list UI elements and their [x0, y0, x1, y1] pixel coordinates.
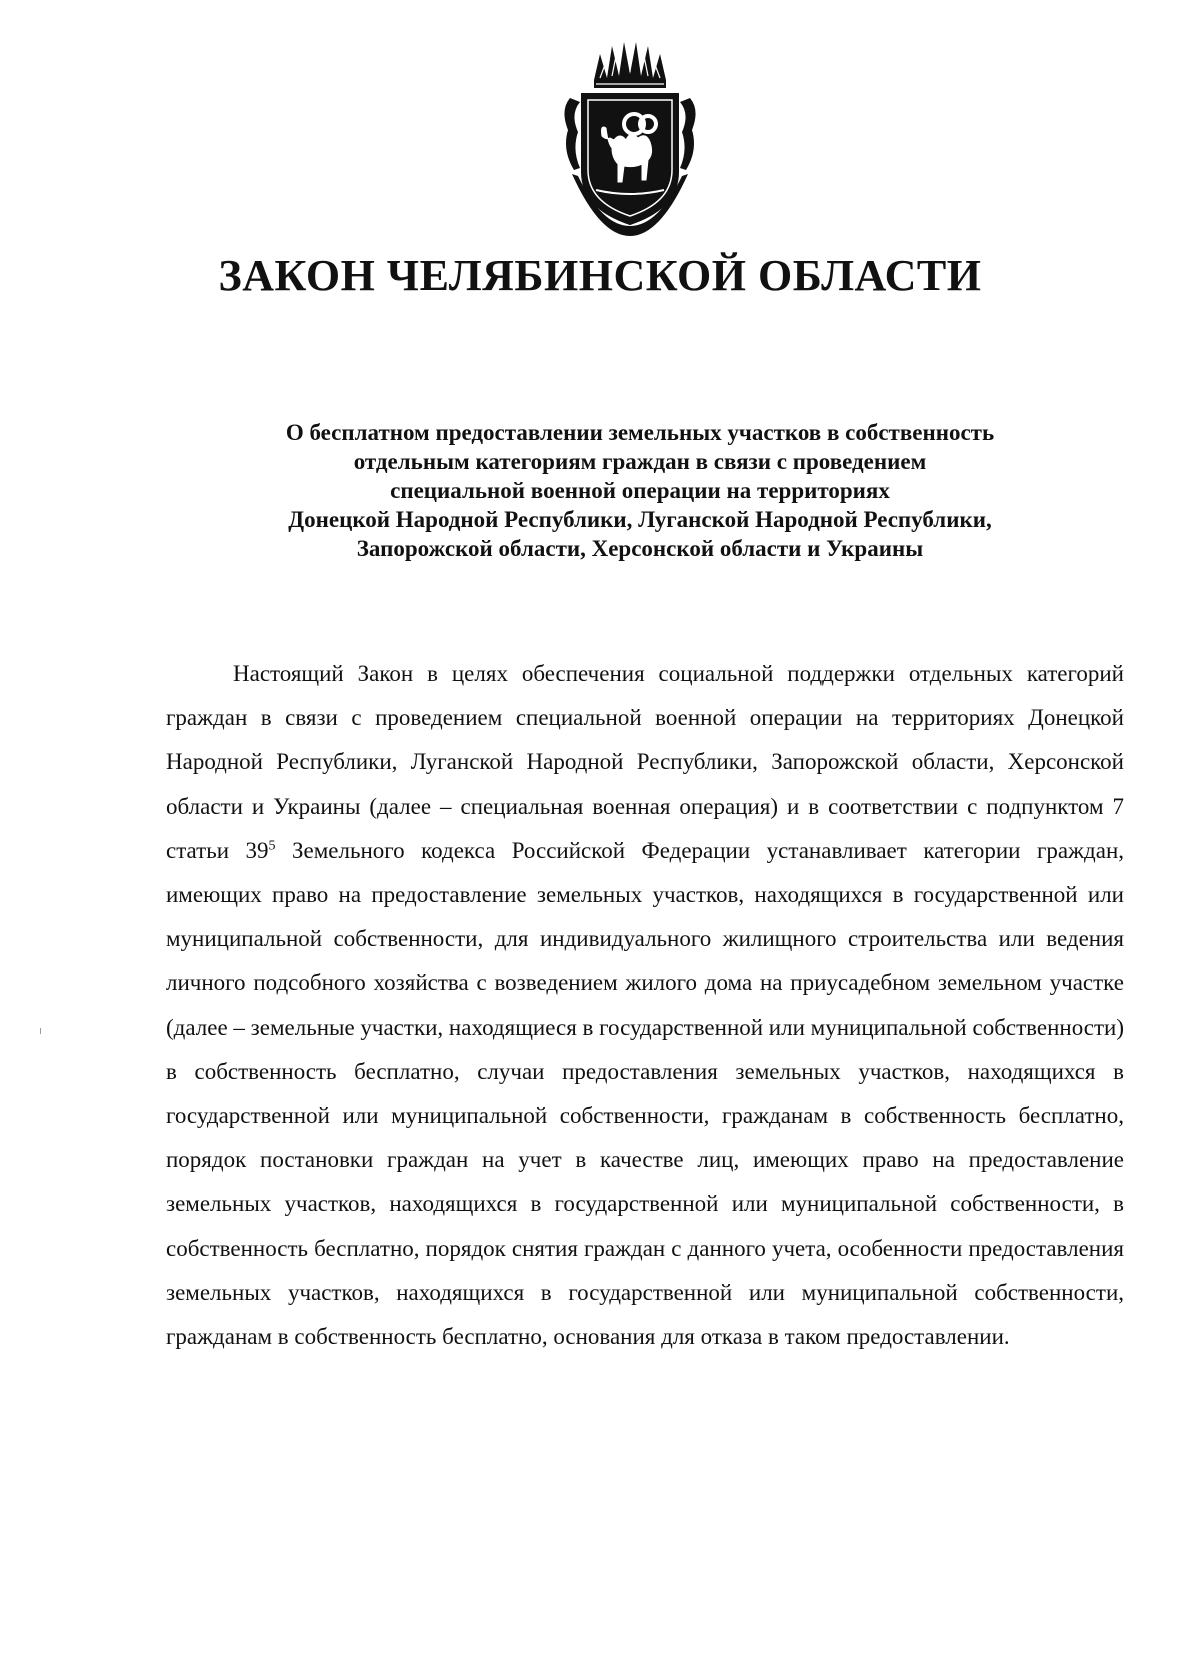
preamble-text: Настоящий Закон в целях обеспечения социальной поддержки отдельных категорий граждан в связи с проведением специальной военной операции на территориях Донецкой Народной Республики, Луганской Народной Республики, Запорожской области, Херсонской области и Украины (далее – специальная военная операция) и в соответствии с подпунктом 7 статьи 39	[166, 661, 1124, 863]
law-subtitle-line: Донецкой Народной Республики, Луганской Народной Республики,	[288, 507, 992, 532]
law-subtitle	[200, 418, 1080, 563]
preamble-paragraph	[166, 652, 1124, 1359]
law-subtitle-line: отдельным категориям граждан в связи с проведением	[353, 449, 927, 474]
article-superscript: 5	[268, 838, 276, 854]
preamble-text-continued: Земельного кодекса Российской Федерации устанавливает категории граждан, имеющих право на предоставление земельных участков, находящихся в государственной или муниципальной собственности, для индивидуального жилищного строительства или ведения личного подсобного хозяйства с возведением жилого дома на приусадебном земельном участке (далее – земельные участки, находящиеся в государственной или муниципальной собственности) в собственность бесплатно, случаи предоставления земельных участков, находящихся в государственной или муниципальной собственности, гражданам в собственность бесплатно, порядок постановки граждан на учет в качестве лиц, имеющих право на предоставление земельных участков, находящихся в государственной или муниципальной собственности, в собственность бесплатно, порядок снятия граждан с данного учета, особенности предоставления земельных участков, находящихся в государственной или муниципальной собственности, гражданам в собственность бесплатно, основания для отказа в таком предоставлении.	[166, 837, 1125, 1350]
chelyabinsk-coat-of-arms-icon	[560, 40, 700, 238]
law-subtitle-line: Запорожской области, Херсонской области и Украины	[356, 536, 924, 561]
law-subtitle-line: О бесплатном предоставлении земельных участков в собственность	[285, 420, 995, 445]
scan-artifact	[40, 1028, 41, 1034]
law-subtitle-line: специальной военной операции на территориях	[390, 478, 890, 503]
law-title: ЗАКОН ЧЕЛЯБИНСКОЙ ОБЛАСТИ	[218, 251, 982, 300]
